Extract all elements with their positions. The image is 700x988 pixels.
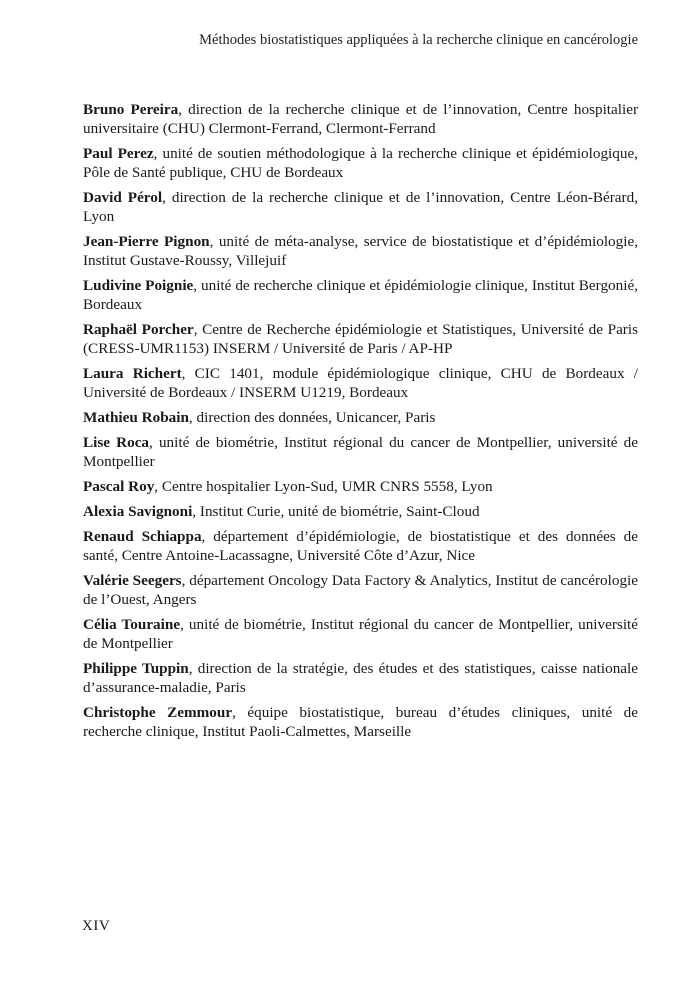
contributor-affiliation: , département d’épidémiologie, de biostatistique et des données de santé, Centre Antoine-Lacassagne, Université Côte d’Azur, Nice: [83, 528, 639, 564]
contributor-affiliation: , équipe biostatistique, bureau d’études cliniques, unité de recherche clinique, Institut Paoli-Calmettes, Marseille: [83, 704, 638, 740]
contributor-affiliation: , Centre de Recherche épidémiologie et Statistiques, Université de Paris (CRESS-UMR1153) INSERM / Université de Paris / AP-HP: [83, 321, 638, 357]
contributor-entry: [83, 100, 638, 138]
contributor-entry: [83, 276, 638, 314]
contributor-name: Paul Perez: [83, 145, 154, 162]
page-number: XIV: [82, 918, 111, 934]
contributor-affiliation: , direction de la recherche clinique et de l’innovation, Centre hospitalier universitaire (CHU) Clermont-Ferrand, Clermont-Ferrand: [83, 101, 638, 137]
contributor-affiliation: , unité de méta-analyse, service de biostatistique et d’épidémiologie, Institut Gustave-Roussy, Villejuif: [83, 233, 638, 269]
contributor-affiliation: , direction de la recherche clinique et de l’innovation, Centre Léon-Bérard, Lyon: [83, 189, 638, 225]
contributor-entry: [83, 408, 638, 427]
contributor-entry: [83, 364, 638, 402]
contributor-name: Alexia Savignoni: [83, 503, 193, 520]
contributor-entry: [83, 615, 638, 653]
contributor-affiliation: , unité de biométrie, Institut régional du cancer de Montpellier, université de Montpellier: [83, 616, 638, 652]
contributor-name: Raphaël Porcher: [83, 321, 194, 338]
contributor-entry: [83, 188, 638, 226]
contributor-name: Renaud Schiappa: [83, 528, 202, 545]
contributor-entry: [83, 502, 638, 521]
contributor-name: Mathieu Robain: [83, 409, 189, 426]
contributor-affiliation: , unité de recherche clinique et épidémiologie clinique, Institut Bergonié, Bordeaux: [83, 277, 638, 313]
contributor-affiliation: , CIC 1401, module épidémiologique clinique, CHU de Bordeaux / Université de Bordeaux / INSERM U1219, Bordeaux: [83, 365, 639, 401]
contributor-entry: [83, 659, 638, 697]
contributor-entry: [83, 571, 638, 609]
contributor-name: Valérie Seegers: [83, 572, 182, 589]
contributor-affiliation: , Institut Curie, unité de biométrie, Saint-Cloud: [192, 503, 480, 520]
contributor-name: Célia Touraine: [83, 616, 181, 633]
contributor-name: Jean-Pierre Pignon: [83, 233, 210, 250]
contributor-name: Philippe Tuppin: [83, 660, 189, 677]
contributor-list: [83, 100, 638, 747]
contributor-name: Laura Richert: [83, 365, 182, 382]
contributor-entry: [83, 320, 638, 358]
contributor-name: Ludivine Poignie: [83, 277, 194, 294]
contributor-entry: [83, 144, 638, 182]
running-header: Méthodes biostatistiques appliquées à la recherche clinique en cancérologie: [199, 32, 638, 48]
contributor-entry: [83, 232, 638, 270]
contributor-affiliation: , unité de biométrie, Institut régional du cancer de Montpellier, université de Montpellier: [83, 434, 638, 470]
contributor-name: David Pérol: [83, 189, 163, 206]
contributor-name: Christophe Zemmour: [83, 704, 233, 721]
contributor-affiliation: , département Oncology Data Factory & Analytics, Institut de cancérologie de l’Ouest, Angers: [83, 572, 639, 608]
contributor-name: Bruno Pereira: [83, 101, 179, 118]
contributor-entry: [83, 527, 638, 565]
contributor-name: Lise Roca: [83, 434, 150, 451]
contributor-name: Pascal Roy: [83, 478, 155, 495]
contributor-entry: [83, 433, 638, 471]
contributor-entry: [83, 477, 638, 496]
contributor-affiliation: , direction de la stratégie, des études et des statistiques, caisse nationale d’assurance-maladie, Paris: [83, 660, 638, 696]
contributor-affiliation: , direction des données, Unicancer, Paris: [188, 409, 436, 426]
contributor-affiliation: , unité de soutien méthodologique à la recherche clinique et épidémiologique, Pôle de Santé publique, CHU de Bordeaux: [83, 145, 638, 181]
contributor-entry: [83, 703, 638, 741]
contributor-affiliation: , Centre hospitalier Lyon-Sud, UMR CNRS 5558, Lyon: [154, 478, 493, 495]
